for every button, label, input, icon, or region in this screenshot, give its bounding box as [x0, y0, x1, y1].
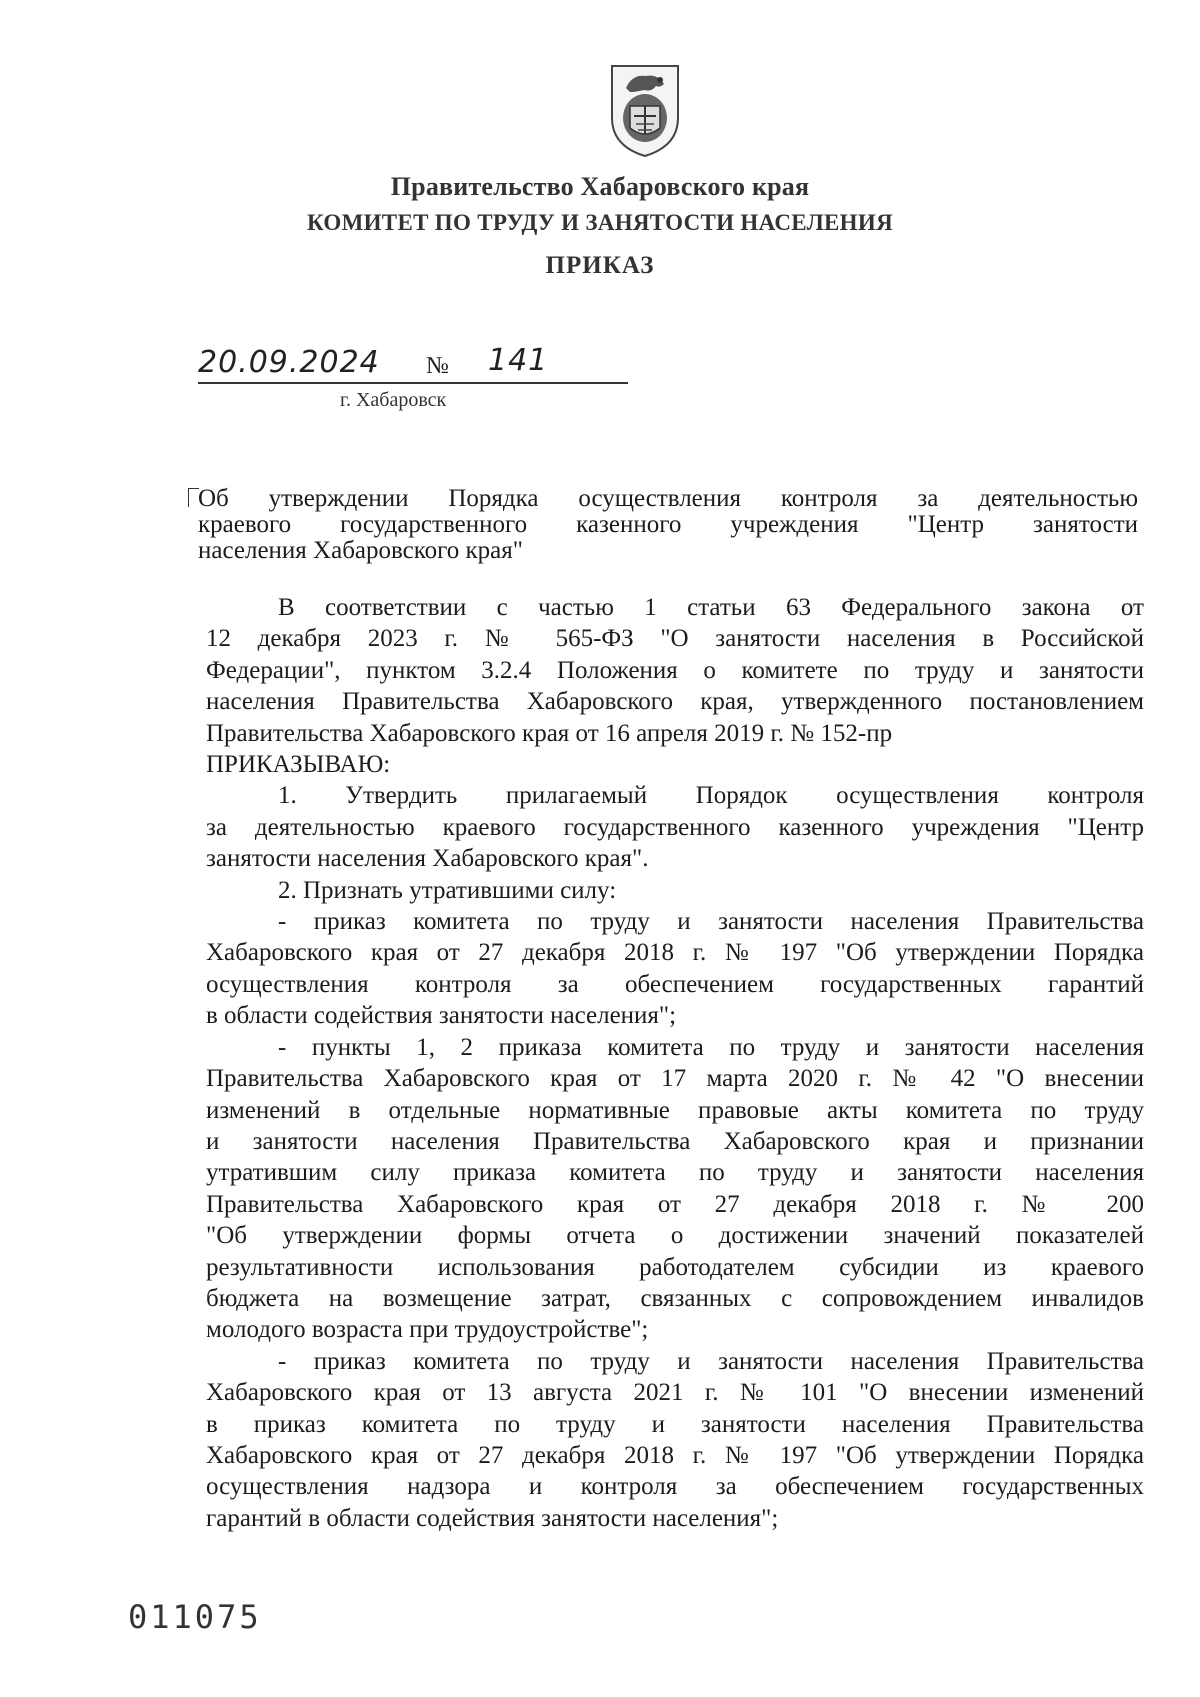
repeal3-line: - приказ комитета по труду и занятости населения Правительства: [278, 1347, 1144, 1375]
repeal2-line: результативности использования работодателем субсидии из краевого: [206, 1253, 1144, 1281]
preamble-line: Правительства Хабаровского края от 16 апреля 2019 г. № 152-пр: [206, 719, 893, 747]
repeal3-line: Хабаровского края от 27 декабря 2018 г. № 197 "Об утверждении Порядка: [206, 1441, 1144, 1469]
government-heading: Правительство Хабаровского края: [390, 172, 810, 201]
order-number: 141: [488, 343, 549, 378]
order-date: 20.09.2024: [198, 345, 380, 380]
preamble-line: Федерации", пунктом 3.2.4 Положения о комитете по труду и занятости: [206, 656, 1144, 684]
preamble-line: В соответствии с частью 1 статьи 63 Федерального закона от: [278, 594, 1144, 621]
order-city: г. Хабаровск: [340, 389, 447, 411]
repeal2-line: утратившим силу приказа комитета по труду и занятости населения: [206, 1159, 1144, 1187]
number-sign: №: [426, 353, 449, 379]
repeal3-line: осуществления надзора и контроля за обеспечением государственных: [206, 1473, 1144, 1501]
preamble-line: населения Правительства Хабаровского края, утвержденного постановлением: [206, 688, 1144, 716]
repeal1-line: - приказ комитета по труду и занятости населения Правительства: [278, 908, 1144, 936]
item2-heading: 2. Признать утратившими силу:: [278, 876, 617, 904]
order-date-number-line: [198, 345, 628, 389]
subject-line: населения Хабаровского края": [198, 537, 523, 564]
order-body: [206, 592, 1144, 1534]
repeal1-line: осуществления контроля за обеспечением государственных гарантий: [206, 970, 1144, 998]
repeal2-line: "Об утверждении формы отчета о достижении значений показателей: [206, 1222, 1144, 1250]
repeal3-line: в приказ комитета по труду и занятости населения Правительства: [206, 1410, 1144, 1438]
preamble-line: 12 декабря 2023 г. № 565-ФЗ "О занятости населения в Российской: [206, 625, 1144, 653]
committee-heading: КОМИТЕТ ПО ТРУДУ И ЗАНЯТОСТИ НАСЕЛЕНИЯ: [307, 210, 893, 235]
order-command: ПРИКАЗЫВАЮ:: [206, 751, 391, 779]
item1-line: за деятельностью краевого государственного казенного учреждения "Центр: [206, 813, 1144, 841]
repeal3-line: гарантий в области содействия занятости населения";: [206, 1504, 779, 1532]
repeal2-line: молодого возраста при трудоустройстве";: [206, 1316, 649, 1344]
serial-number: 011075: [128, 1598, 262, 1636]
item1-line: занятости населения Хабаровского края".: [206, 845, 649, 873]
repeal2-line: изменений в отдельные нормативные правовые акты комитета по труду: [206, 1096, 1144, 1124]
repeal2-line: Правительства Хабаровского края от 17 марта 2020 г. № 42 "О внесении: [206, 1065, 1144, 1093]
subject-line: Об утверждении Порядка осуществления контроля за деятельностью: [198, 485, 1138, 512]
subject-corner-mark: [188, 488, 199, 507]
subject-line: краевого государственного казенного учреждения "Центр занятости: [198, 511, 1138, 538]
repeal2-line: и занятости населения Правительства Хабаровского края и признании: [206, 1127, 1144, 1155]
coat-of-arms-icon: [606, 62, 684, 158]
repeal1-line: Хабаровского края от 27 декабря 2018 г. № 197 "Об утверждении Порядка: [206, 939, 1144, 967]
date-underline: [198, 382, 628, 384]
repeal2-line: - пункты 1, 2 приказа комитета по труду и занятости населения: [278, 1033, 1144, 1061]
document-type-title: ПРИКАЗ: [545, 252, 655, 279]
repeal1-line: в области содействия занятости населения";: [206, 1002, 677, 1030]
order-subject: [198, 486, 1138, 564]
repeal3-line: Хабаровского края от 13 августа 2021 г. № 101 "О внесении изменений: [206, 1379, 1144, 1407]
item1-line: 1. Утвердить прилагаемый Порядок осуществления контроля: [278, 782, 1144, 810]
repeal2-line: бюджета на возмещение затрат, связанных с сопровождением инвалидов: [206, 1284, 1144, 1312]
repeal2-line: Правительства Хабаровского края от 27 декабря 2018 г. № 200: [206, 1190, 1144, 1218]
